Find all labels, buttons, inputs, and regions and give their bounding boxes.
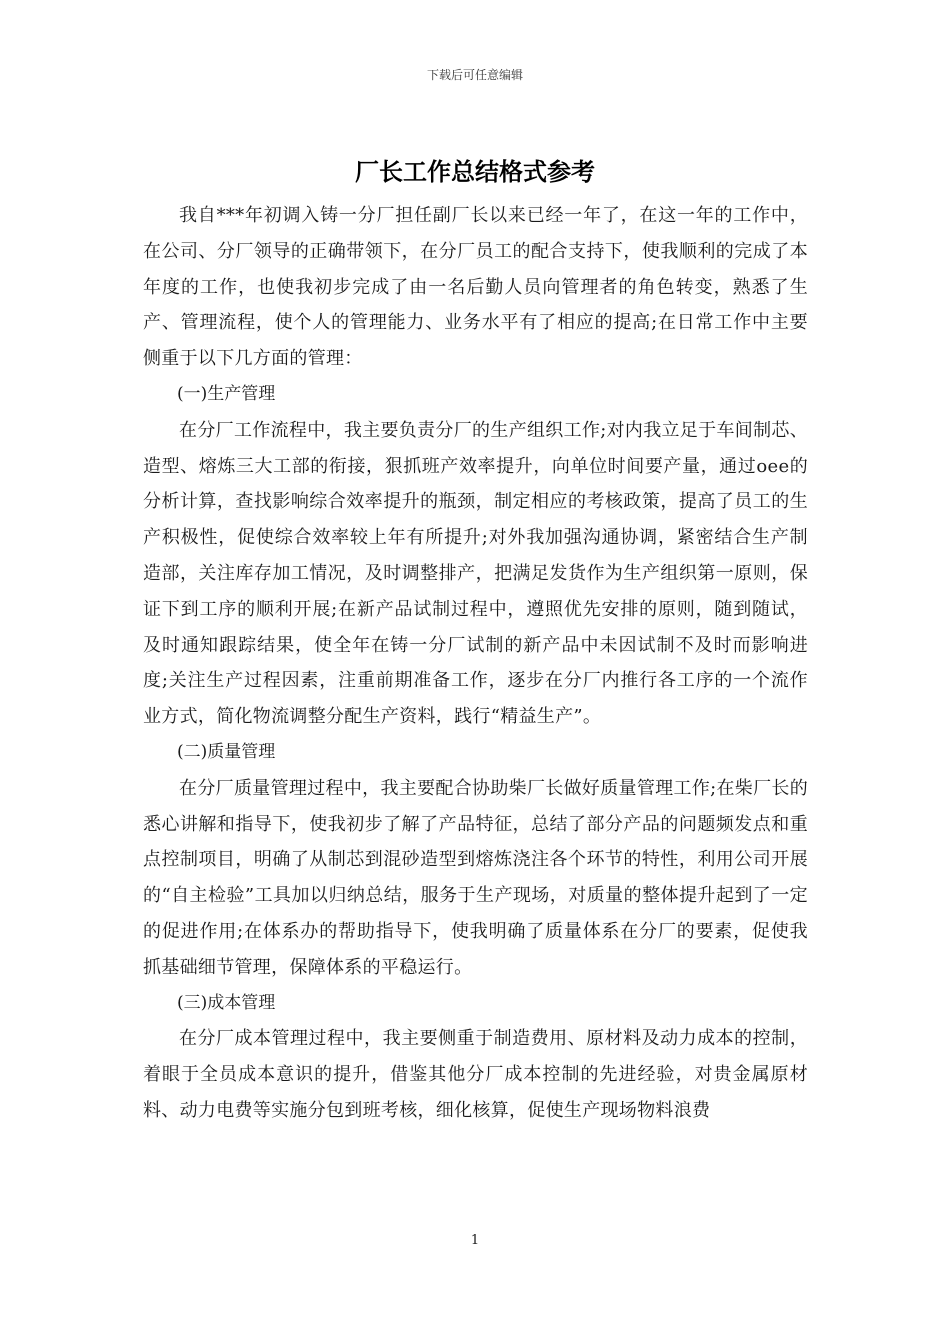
section-heading-cost: (三)成本管理 <box>177 992 276 1013</box>
section-heading-quality: (二)质量管理 <box>177 741 276 762</box>
header-note: 下载后可任意编辑 <box>426 68 523 82</box>
page-number: 1 <box>470 1233 480 1248</box>
section-body-quality: 在分厂质量管理过程中，我主要配合协助柴厂长做好质量管理工作;在柴厂长的悉心讲解和指导下，使我初步了解了产品特征，总结了部分产品的问题频发点和重点控制项目，明确了从制芯到混砂造型到熔炼浇注各个环节的特性，利用公司开展的“自主检验”工具加以归纳总结，服务于生产现场，对质量的整体提升起到了一定的促进作用;在体系办的帮助指导下，使我明确了质量体系在分厂的要素，促使我抓基础细节管理，保障体系的平稳运行。 <box>143 777 808 978</box>
section-body-production: 在分厂工作流程中，我主要负责分厂的生产组织工作;对内我立足于车间制芯、造型、熔炼三大工部的衔接，狠抓班产效率提升，向单位时间要产量，通过oee的分析计算，查找影响综合效率提升的瓶颈，制定相应的考核政策，提高了员工的生产积极性，促使综合效率较上年有所提升;对外我加强沟通协调，紧密结合生产制造部，关注库存加工情况，及时调整排产，把满足发货作为生产组织第一原则，保证下到工序的顺利开展;在新产品试制过程中，遵照优先安排的原则，随到随试，及时通知跟踪结果，使全年在铸一分厂试制的新产品中未因试制不及时而影响进度;关注生产过程因素，注重前期准备工作，逐步在分厂内推行各工序的一个流作业方式，简化物流调整分配生产资料，践行“精益生产”。 <box>143 419 808 728</box>
document-title: 厂长工作总结格式参考 <box>355 157 595 186</box>
document-body <box>143 198 808 1129</box>
intro-paragraph: 我自***年初调入铸一分厂担任副厂长以来已经一年了，在这一年的工作中，在公司、分厂领导的正确带领下，在分厂员工的配合支持下，使我顺利的完成了本年度的工作，也使我初步完成了由一名后勤人员向管理者的角色转变，熟悉了生产、管理流程，使个人的管理能力、业务水平有了相应的提高;在日常工作中主要侧重于以下几方面的管理： <box>143 205 808 370</box>
section-heading-production: (一)生产管理 <box>177 383 276 404</box>
section-body-cost: 在分厂成本管理过程中，我主要侧重于制造费用、原材料及动力成本的控制，着眼于全员成本意识的提升，借鉴其他分厂成本控制的先进经验，对贵金属原材料、动力电费等实施分包到班考核，细化核算，促使生产现场物料浪费 <box>143 1028 808 1121</box>
